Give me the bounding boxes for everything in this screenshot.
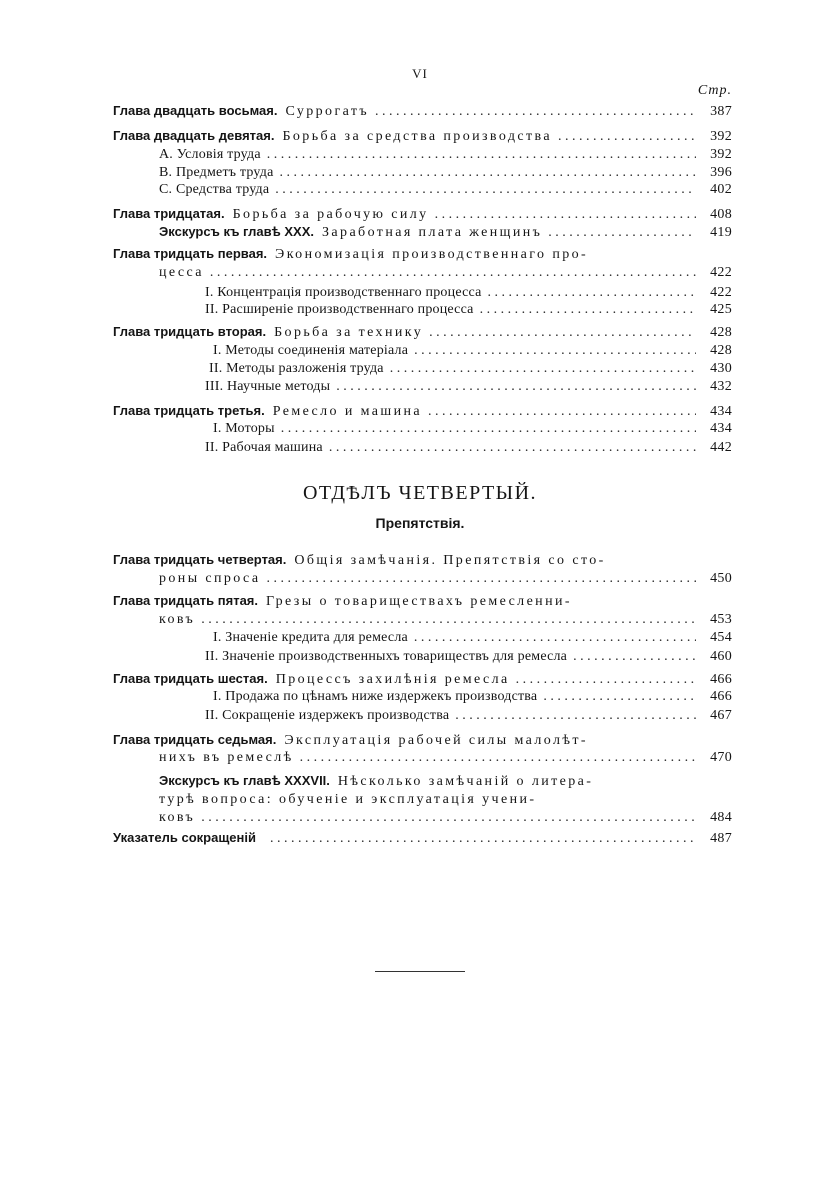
toc-entry[interactable] [113,244,732,263]
chapter-label: Глава тридцатая. [113,206,225,221]
chapter-label: Глава тридцать шестая. [113,671,268,686]
section-title: I. Методы соединенія матеріала [213,343,409,358]
page-ref: 422 [710,265,732,280]
page-ref: 408 [710,207,732,222]
page-ref: 432 [710,379,732,394]
toc-entry-continuation[interactable] [159,610,732,629]
section-title: I. Концентрація производственнаго процесса [205,285,482,300]
chapter-title: Эксплуатація рабочей силы малолѣт- [284,733,588,748]
index-label: Указатель сокращеній [113,830,256,845]
leader-dots [548,223,696,242]
leader-dots [267,145,696,164]
page-ref: 467 [710,708,732,723]
section-title: I. Значеніе кредита для ремесла [213,630,408,645]
page-ref: 396 [710,165,732,180]
chapter-label: Глава тридцать первая. [113,246,268,261]
toc-entry[interactable] [159,222,732,241]
page-ref: 392 [710,129,732,144]
page-ref: 434 [710,421,732,436]
section-title: II. Методы разложенія труда [209,361,384,376]
page-ref: 450 [710,571,732,586]
chapter-label: Глава тридцать седьмая. [113,732,277,747]
leader-dots [480,300,696,319]
section-title: II. Расширеніе производственнаго процесса [205,302,474,317]
page-ref: 402 [710,182,732,197]
leader-dots [390,359,696,378]
toc-subentry[interactable] [159,145,732,164]
chapter-label: Глава тридцать четвертая. [113,552,287,567]
toc-entry-continuation[interactable] [159,263,732,282]
toc-subentry[interactable] [213,341,732,360]
chapter-title-continued: нихъ въ ремеслѣ [159,750,294,765]
leader-dots [210,263,696,282]
leader-dots [573,647,696,666]
page-ref: 430 [710,361,732,376]
page-ref: 434 [710,404,732,419]
toc-entry[interactable] [113,550,705,569]
toc-entry-continuation[interactable] [159,790,705,809]
chapter-title: Экономизація производственнаго про- [275,247,589,262]
chapter-label: Глава тридцать вторая. [113,324,267,339]
chapter-label: Глава тридцать третья. [113,403,265,418]
leader-dots [201,808,696,827]
page-ref: 470 [710,750,732,765]
page-ref: 453 [710,612,732,627]
chapter-title-continued: ковъ [159,612,196,627]
page-ref: 442 [710,440,732,455]
toc-entry[interactable] [113,126,732,145]
leader-dots [270,829,696,848]
toc-entry[interactable] [113,669,732,688]
excursus-label: Экскурсъ къ главѣ XXXVII. [159,773,330,788]
toc-entry[interactable] [113,101,732,120]
leader-dots [455,706,696,725]
leader-dots [275,180,696,199]
page-ref: 487 [710,831,732,846]
toc-entry[interactable] [113,204,732,223]
excursus-title-continued: ковъ [159,810,196,825]
leader-dots [266,569,696,588]
page-number: VI [412,66,428,81]
page-ref: 454 [710,630,732,645]
toc-subentry[interactable] [205,300,732,319]
page-ref: 466 [710,672,732,687]
chapter-label: Глава тридцать пятая. [113,593,259,608]
section-title: I. Продажа по цѣнамъ ниже издержекъ производства [213,689,538,704]
chapter-label: Глава двадцать восьмая. [113,103,278,118]
chapter-title: Ремесло и машина [272,404,422,419]
page-ref: 422 [710,285,732,300]
page-ref: 387 [710,104,732,119]
page-ref: 460 [710,649,732,664]
excursus-title: Заработная плата женщинъ [322,225,543,240]
page-ref: 419 [710,225,732,240]
toc-entry[interactable] [113,828,732,847]
leader-dots [414,341,696,360]
leader-dots [414,628,696,647]
section-title: II. Сокращеніе издержекъ производства [205,708,450,723]
closing-rule [375,971,465,972]
page-ref: 466 [710,689,732,704]
section-title: III. Научные методы [205,379,331,394]
toc-entry[interactable] [113,401,732,420]
part-subtitle: Препятствія. [375,515,465,531]
section-title: II. Рабочая машина [205,440,323,455]
leader-dots [429,323,696,342]
leader-dots [375,102,696,121]
toc-entry[interactable] [113,730,705,749]
toc-subentry[interactable] [205,706,732,725]
toc-entry[interactable] [113,591,705,610]
toc-subentry[interactable] [205,647,732,666]
section-title: В. Предметъ труда [159,165,274,180]
page-ref: 428 [710,343,732,358]
page-ref: 392 [710,147,732,162]
chapter-title: Процессъ захилѣнія ремесла [275,672,510,687]
section-title: С. Средства труда [159,182,270,197]
leader-dots [201,610,696,629]
chapter-title: Суррогатъ [285,104,370,119]
leader-dots [543,687,696,706]
page-column-header: Стр. [697,83,732,98]
toc-entry-continuation[interactable] [159,569,732,588]
page-ref: 484 [710,810,732,825]
leader-dots [300,748,696,767]
part-title: ОТДѢЛЪ ЧЕТВЕРТЫЙ. [302,482,538,504]
toc-subentry[interactable] [159,180,732,199]
leader-dots [336,377,696,396]
toc-subentry[interactable] [213,628,732,647]
toc-subentry[interactable] [205,377,732,396]
toc-subentry[interactable] [209,359,732,378]
excursus-title-continued: турѣ вопроса: обученіе и эксплуатація учени- [159,792,537,807]
excursus-label: Экскурсъ къ главѣ XXX. [159,224,315,239]
toc-subentry[interactable] [213,419,732,438]
toc-subentry[interactable] [205,438,732,457]
chapter-title: Борьба за средства производства [282,129,552,144]
chapter-title-continued: цесса [159,265,204,280]
leader-dots [329,438,696,457]
chapter-label: Глава двадцать девятая. [113,128,275,143]
excursus-title: Нѣсколько замѣчаній о литера- [337,774,594,789]
toc-entry-continuation[interactable] [159,748,732,767]
section-title: А. Условія труда [159,147,261,162]
toc-entry-continuation[interactable] [159,808,732,827]
chapter-title: Общія замѣчанія. Препятствія со сто- [294,553,606,568]
chapter-title: Борьба за технику [274,325,424,340]
section-title: II. Значеніе производственныхъ товариществъ для ремесла [205,649,568,664]
leader-dots [281,419,696,438]
toc-entry[interactable] [113,322,732,341]
section-title: I. Моторы [213,421,275,436]
chapter-title-continued: роны спроса [159,571,261,586]
toc-entry[interactable] [159,771,705,790]
toc-subentry[interactable] [213,687,732,706]
page-ref: 428 [710,325,732,340]
chapter-title: Борьба за рабочую силу [232,207,429,222]
page-ref: 425 [710,302,732,317]
leader-dots [558,127,696,146]
chapter-title: Грезы о товариществахъ ремесленни- [266,594,572,609]
